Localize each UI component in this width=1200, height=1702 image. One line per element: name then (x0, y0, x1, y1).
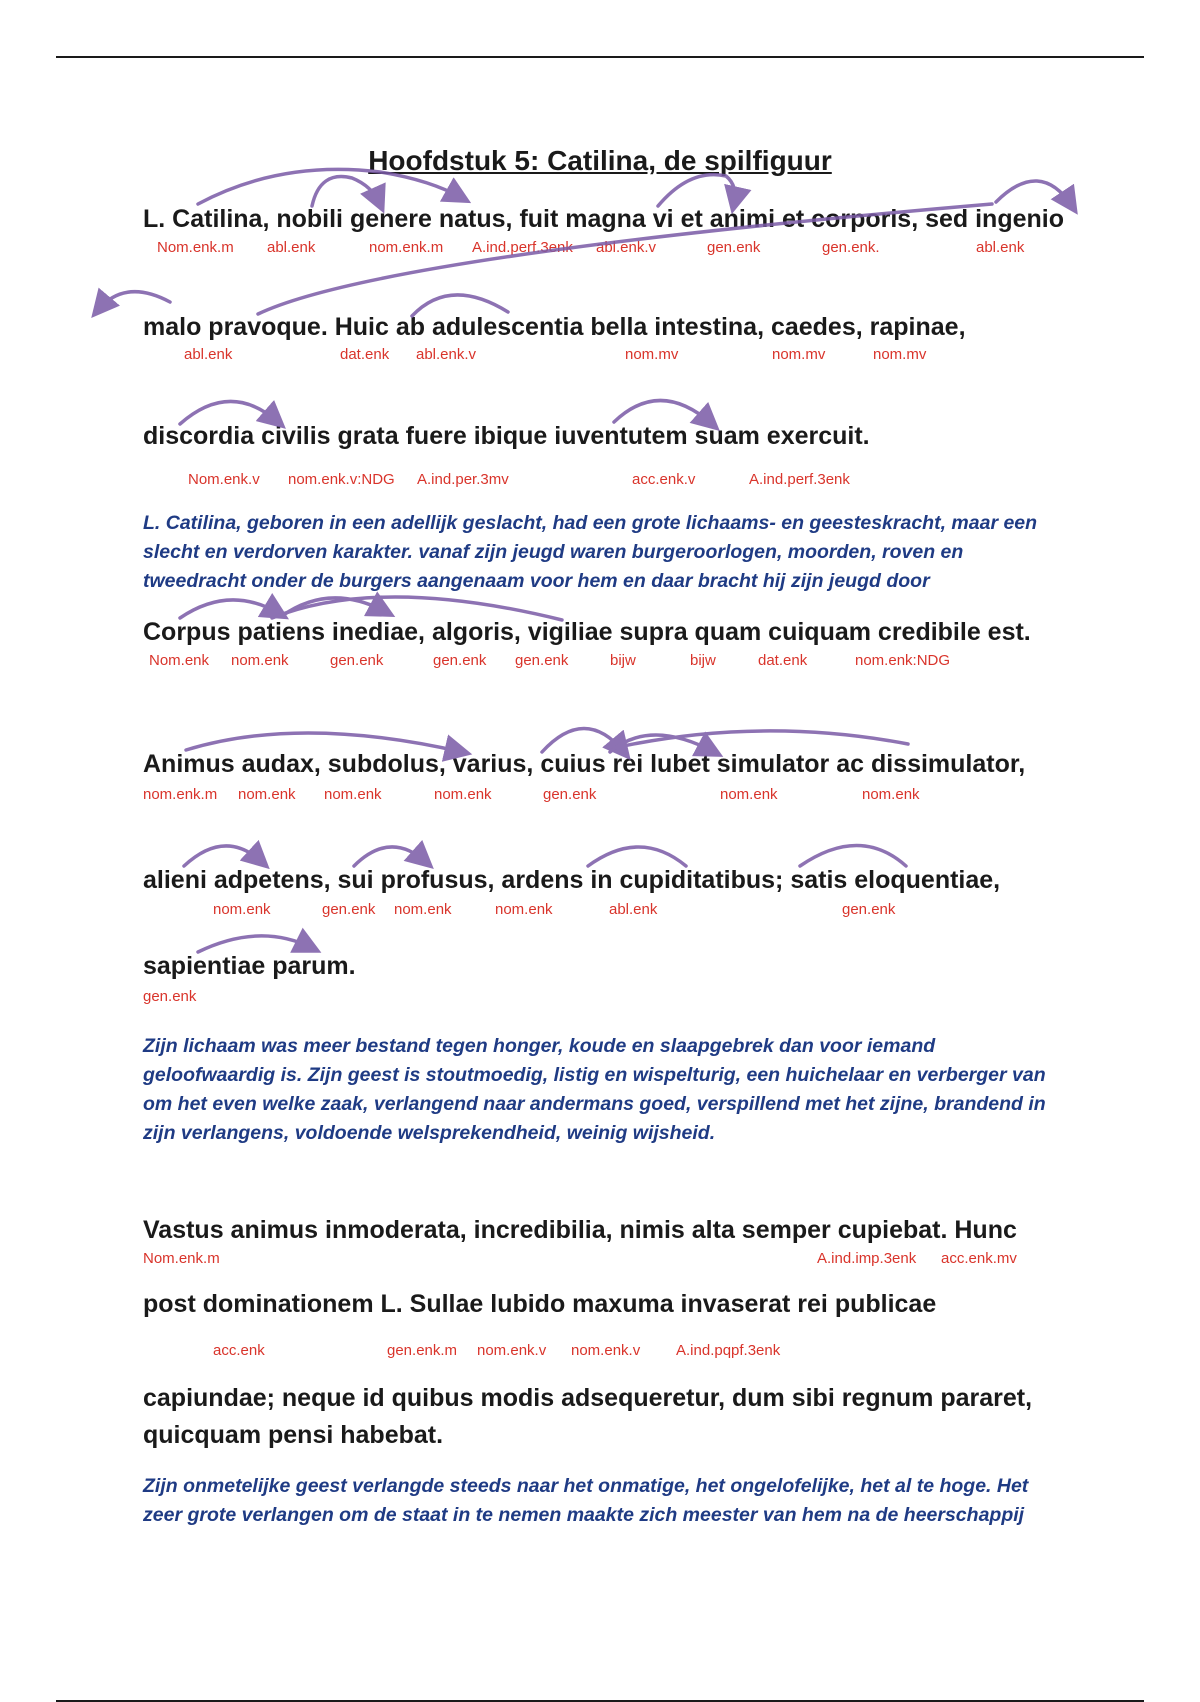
latin-line: malo pravoque. Huic ab adulescentia bella intestina, caedes, rapinae, (143, 313, 966, 341)
arrow (996, 181, 1072, 206)
grammar-annotation: acc.enk (213, 1342, 265, 1359)
grammar-annotation: Nom.enk (149, 652, 210, 669)
latin-line: Vastus animus inmoderata, incredibilia, nimis alta semper cupiebat. Hunc (143, 1216, 1017, 1244)
grammar-annotation: abl.enk (267, 239, 316, 256)
grammar-annotation: abl.enk (609, 901, 658, 918)
grammar-annotation: gen.enk (842, 901, 896, 918)
arrow (198, 936, 312, 952)
latin-line: post dominationem L. Sullae lubido maxuma invaserat rei publicae (143, 1290, 937, 1318)
latin-line: sapientiae parum. (143, 952, 356, 980)
grammar-annotation: nom.enk (213, 901, 271, 918)
header-rule (56, 56, 1144, 58)
latin-line: L. Catilina, nobili genere natus, fuit magna vi et animi et corporis, sed ingenio (143, 205, 1064, 233)
grammar-annotation: nom.enk:NDG (855, 652, 951, 669)
grammar-annotation: nom.enk (434, 786, 492, 803)
grammar-annotation: abl.enk.v (596, 239, 657, 256)
translation-line: om het even welke zaak, verlangend naar andermans goed, verspillend met het zijne, brandend in (143, 1093, 1046, 1115)
grammar-annotation: nom.mv (625, 346, 679, 363)
grammar-annotation: Nom.enk.v (188, 471, 260, 488)
grammar-annotation: gen.enk (322, 901, 376, 918)
arrow (180, 600, 280, 618)
arrow (588, 847, 686, 866)
latin-line: quicquam pensi habebat. (143, 1421, 444, 1449)
grammar-annotation: A.ind.imp.3enk (817, 1250, 917, 1267)
grammar-annotation: bijw (610, 652, 636, 669)
grammar-annotation: nom.enk (231, 652, 289, 669)
translation-line: Zijn lichaam was meer bestand tegen honger, koude en slaapgebrek dan voor iemand (143, 1035, 936, 1057)
arrow (658, 175, 735, 206)
grammar-annotation: gen.enk (543, 786, 597, 803)
arrow (800, 846, 906, 867)
grammar-annotation: nom.enk.m (369, 239, 444, 256)
grammar-annotation: nom.enk (862, 786, 920, 803)
translation-line: zeer grote verlangen om de staat in te nemen maakte zich meester van hem na de heerschappij (143, 1504, 1025, 1526)
grammar-annotation: nom.enk (238, 786, 296, 803)
grammar-annotation: nom.enk.m (143, 786, 218, 803)
grammar-annotation: bijw (690, 652, 716, 669)
grammar-annotation: gen.enk.m (387, 1342, 458, 1359)
grammar-annotation: A.ind.perf.3enk (749, 471, 850, 488)
page-title: Hoofdstuk 5: Catilina, de spilfiguur (368, 145, 832, 176)
grammar-annotation: Nom.enk.m (143, 1250, 220, 1267)
translation-line: tweedracht onder de burgers aangenaam voor hem en daar bracht hij zijn jeugd door (143, 570, 930, 592)
grammar-annotation: nom.enk (324, 786, 382, 803)
grammar-annotation: gen.enk (330, 652, 384, 669)
latin-line: capiundae; neque id quibus modis adsequeretur, dum sibi regnum pararet, (143, 1384, 1033, 1412)
arrow (354, 847, 426, 866)
translation-line: Zijn onmetelijke geest verlangde steeds naar het onmatige, het ongelofelijke, het al te hoge. Het (143, 1475, 1029, 1497)
translation-block (143, 1032, 1046, 1148)
translation-line: zijn verlangens, voldoende welsprekendheid, weinig wijsheid. (143, 1122, 716, 1144)
grammar-annotation: nom.enk.v (477, 1342, 547, 1359)
grammar-annotation: nom.enk (394, 901, 452, 918)
grammar-annotation: gen.enk. (822, 239, 880, 256)
grammar-annotation: acc.enk.mv (941, 1250, 1017, 1267)
translation-block (143, 509, 1037, 596)
grammar-annotation: A.ind.per.3mv (417, 471, 509, 488)
grammar-annotation: gen.enk (707, 239, 761, 256)
arrow (272, 597, 562, 620)
arrow (312, 177, 380, 206)
arrow (614, 400, 712, 424)
latin-line: discordia civilis grata fuere ibique iuventutem suam exercuit. (143, 422, 870, 450)
latin-line: Animus audax, subdolus, varius, cuius rei lubet simulator ac dissimulator, (143, 750, 1026, 778)
grammar-annotation: Nom.enk.m (157, 239, 234, 256)
grammar-annotation: abl.enk (184, 346, 233, 363)
grammar-annotation: abl.enk (976, 239, 1025, 256)
latin-line: alieni adpetens, sui profusus, ardens in cupiditatibus; satis eloquentiae, (143, 866, 1001, 894)
arrow (98, 292, 170, 310)
grammar-annotation: A.ind.pqpf.3enk (676, 1342, 781, 1359)
latin-line: Corpus patiens inediae, algoris, vigiliae supra quam cuiquam credibile est. (143, 618, 1031, 646)
grammar-annotation: nom.mv (873, 346, 927, 363)
grammar-annotation: nom.enk.v:NDG (288, 471, 395, 488)
grammar-annotation: dat.enk (340, 346, 390, 363)
grammar-annotation: A.ind.perf.3enk (472, 239, 573, 256)
arrow (282, 598, 386, 616)
grammar-annotation: nom.enk.v (571, 1342, 641, 1359)
grammar-annotation: nom.mv (772, 346, 826, 363)
translation-block (143, 1472, 1028, 1530)
translation-line: geloofwaardig is. Zijn geest is stoutmoedig, listig en wispelturig, een huichelaar en verberger van (143, 1064, 1046, 1086)
grammar-annotation: abl.enk.v (416, 346, 477, 363)
arrow (614, 731, 908, 748)
translation-line: slecht en verdorven karakter. vanaf zijn jeugd waren burgeroorlogen, moorden, roven en (143, 541, 964, 563)
arrow (184, 846, 262, 866)
grammar-annotation: dat.enk (758, 652, 808, 669)
grammar-annotation: gen.enk (515, 652, 569, 669)
translation-line: L. Catilina, geboren in een adellijk geslacht, had een grote lichaams- en geesteskracht, maar een (143, 512, 1038, 534)
grammar-annotation: gen.enk (143, 988, 197, 1005)
arrow (180, 401, 278, 424)
grammar-annotation: gen.enk (433, 652, 487, 669)
grammar-annotation: acc.enk.v (632, 471, 696, 488)
grammar-annotation: nom.enk (720, 786, 778, 803)
grammar-annotation: nom.enk (495, 901, 553, 918)
arrow (542, 729, 624, 753)
